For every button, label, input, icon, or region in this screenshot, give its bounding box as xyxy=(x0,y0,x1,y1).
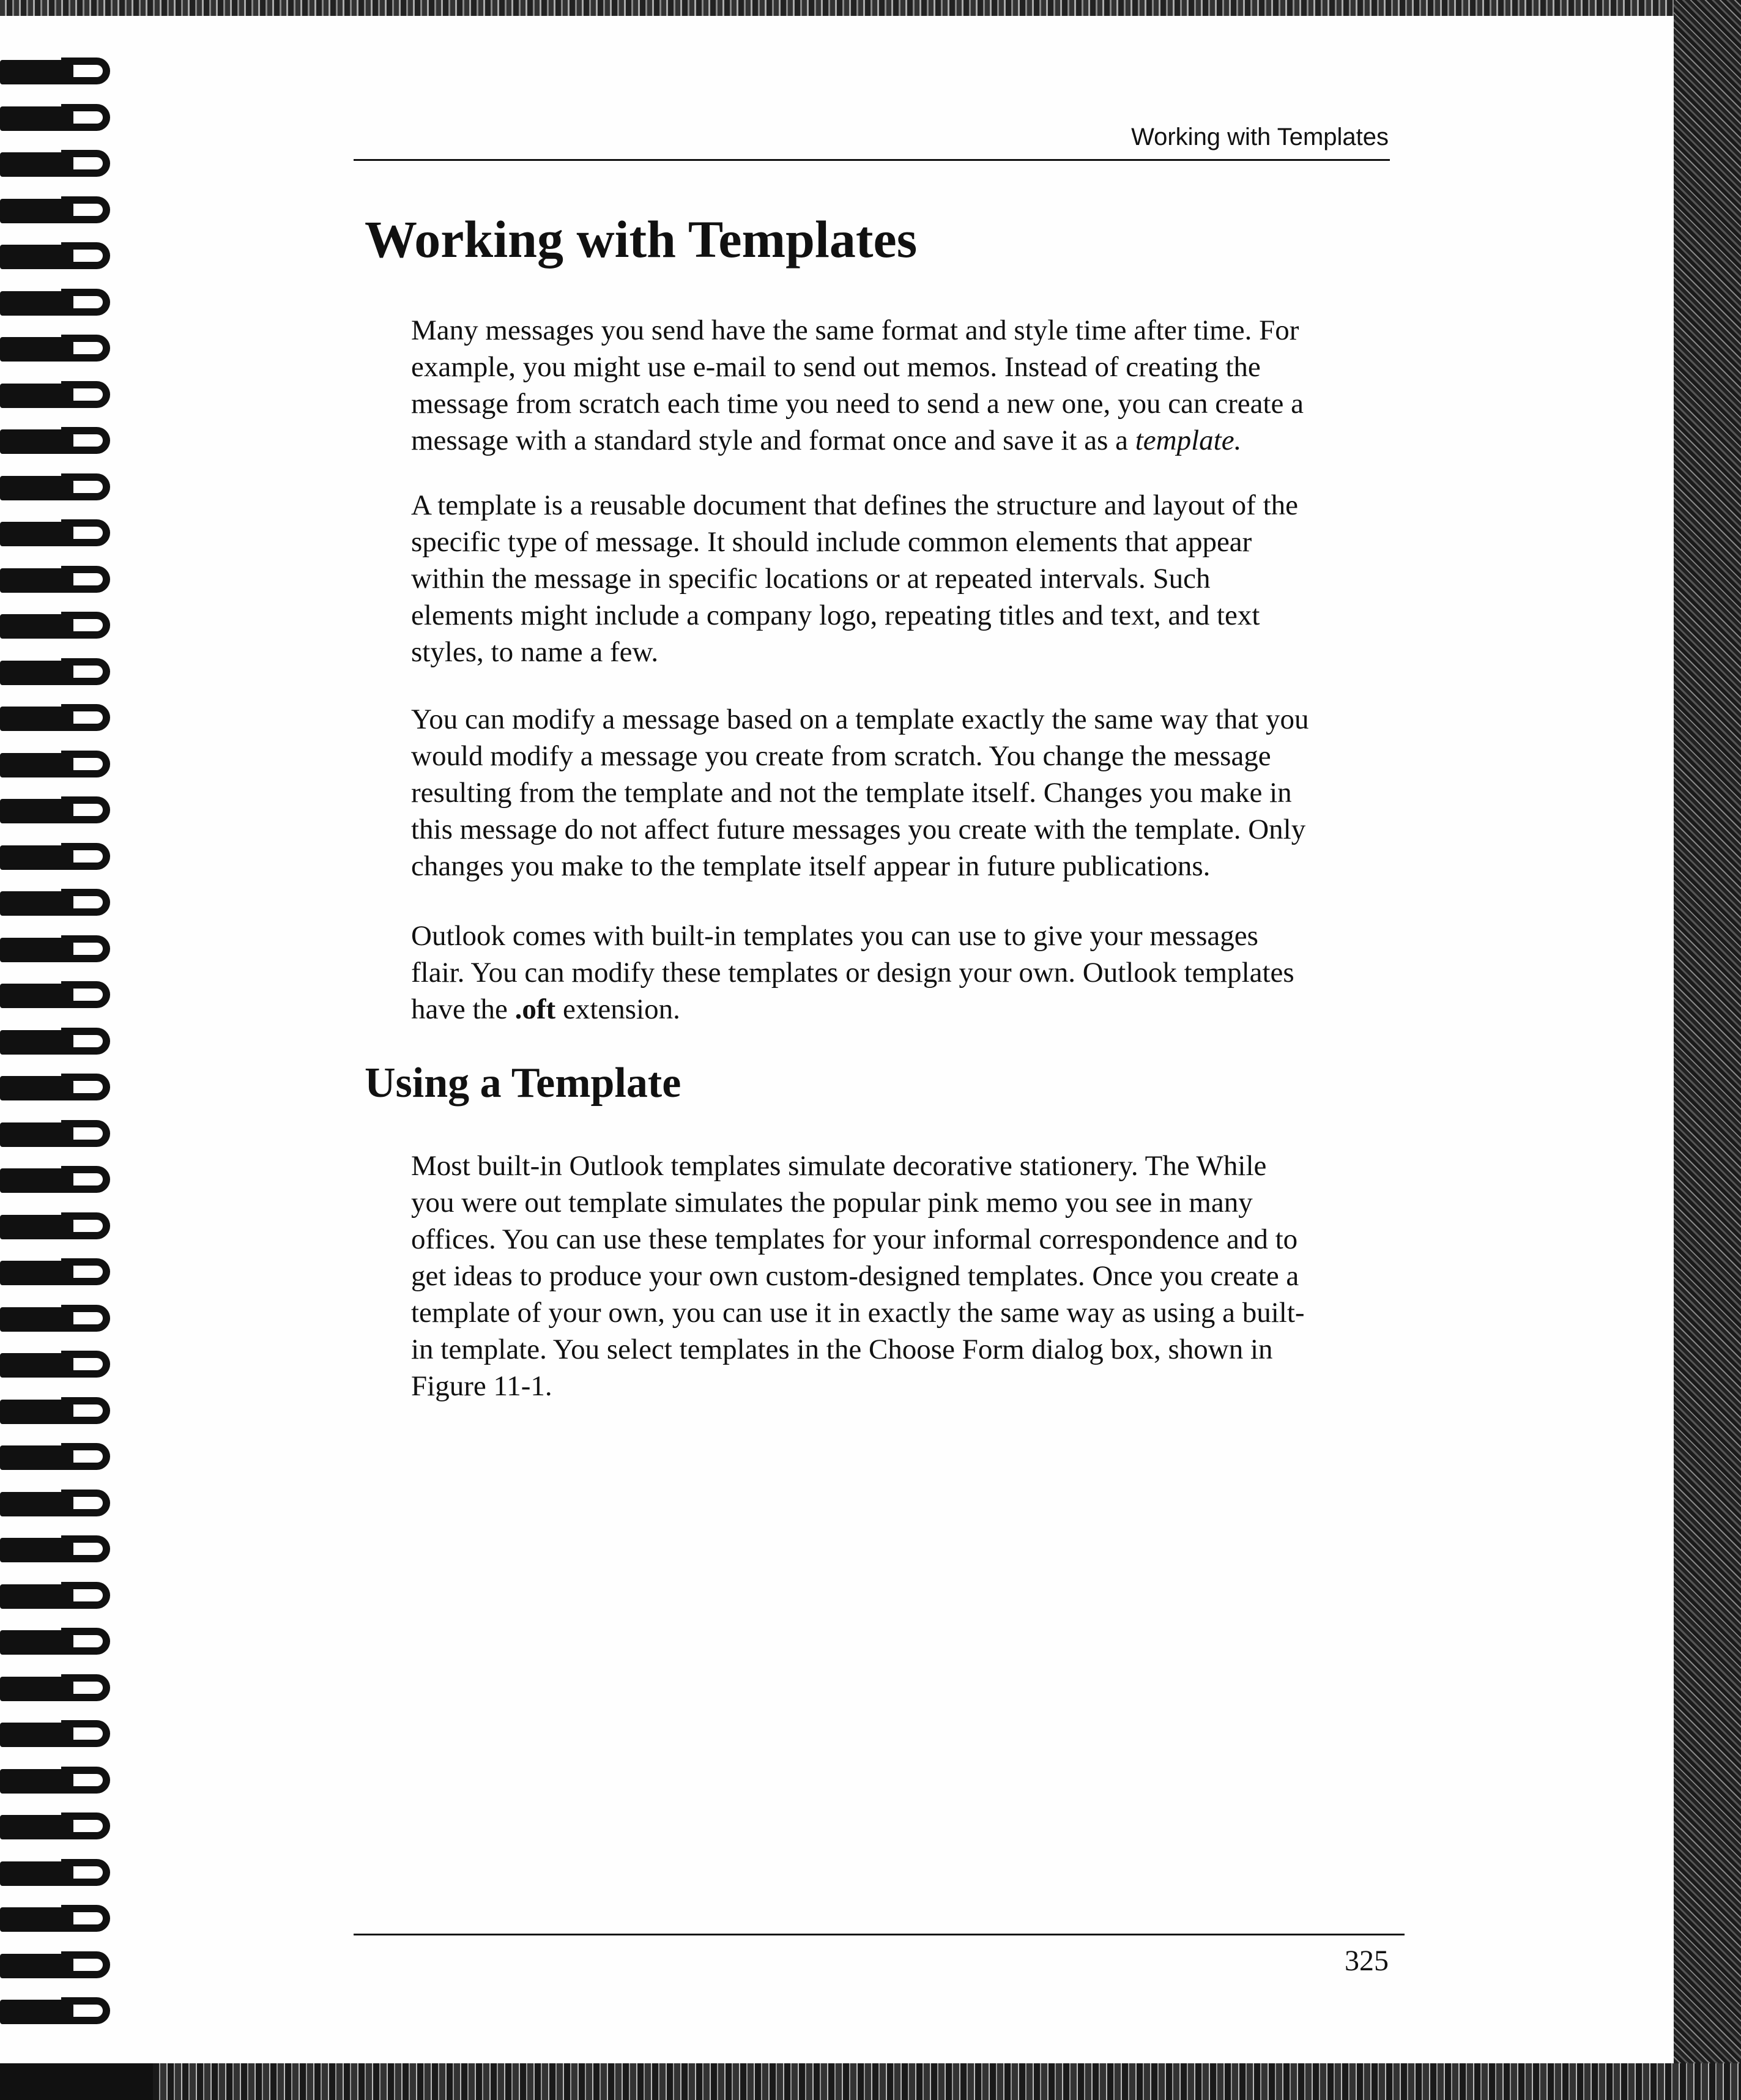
spiral-coil xyxy=(0,653,122,690)
paragraph-4 xyxy=(411,918,1396,1028)
paragraph-1 xyxy=(411,312,1396,459)
coil-hook xyxy=(61,289,110,316)
coil-hook xyxy=(61,1674,110,1701)
header-rule xyxy=(354,159,1390,161)
text-line: Figure 11-1. xyxy=(411,1370,552,1402)
spiral-coil xyxy=(0,469,122,505)
paragraph-3 xyxy=(411,701,1396,885)
spiral-coil xyxy=(0,1577,122,1614)
coil-hook xyxy=(61,150,110,177)
spiral-coil xyxy=(0,284,122,321)
spiral-coil xyxy=(0,1208,122,1244)
coil-hook xyxy=(61,427,110,454)
text-line xyxy=(411,422,1396,459)
running-header: Working with Templates xyxy=(1131,124,1389,150)
punch-hole xyxy=(73,1129,86,1138)
text-line: get ideas to produce your own custom-designed templates. Once you create a xyxy=(411,1260,1299,1292)
text-line: A template is a reusable document that defines the structure and layout of the xyxy=(411,489,1299,521)
punch-hole xyxy=(73,805,86,815)
spiral-coil xyxy=(0,561,122,598)
text-run: have the xyxy=(411,993,515,1025)
spiral-coil xyxy=(0,1023,122,1059)
spiral-coil xyxy=(0,607,122,644)
text-line: Outlook comes with built-in templates you can use to give your messages xyxy=(411,920,1258,952)
coil-hook xyxy=(61,1212,110,1239)
spiral-coil xyxy=(0,1485,122,1521)
punch-hole xyxy=(73,66,86,76)
coil-hook xyxy=(61,751,110,777)
spiral-coil xyxy=(0,1623,122,1660)
punch-hole xyxy=(73,1174,86,1184)
paragraph-5 xyxy=(411,1148,1396,1404)
text-line xyxy=(411,991,1396,1028)
punch-hole xyxy=(73,1406,86,1415)
spiral-coil xyxy=(0,1438,122,1475)
spiral-coil xyxy=(0,1715,122,1752)
coil-hook xyxy=(61,1351,110,1378)
spiral-coil xyxy=(0,1392,122,1429)
punch-hole xyxy=(73,436,86,445)
punch-hole xyxy=(73,1821,86,1831)
punch-hole xyxy=(73,852,86,861)
coil-hook xyxy=(61,1859,110,1886)
coil-hook xyxy=(61,1951,110,1978)
coil-hook xyxy=(61,1397,110,1424)
spiral-coil xyxy=(0,1115,122,1152)
punch-hole xyxy=(73,390,86,399)
text-line: would modify a message you create from scratch. You change the message xyxy=(411,740,1271,772)
punch-hole xyxy=(73,113,86,122)
coil-hook xyxy=(61,658,110,685)
text-line: specific type of message. It should include common elements that appear xyxy=(411,526,1252,558)
punch-hole xyxy=(73,1868,86,1877)
template-term: template. xyxy=(1135,425,1242,456)
text-line: this message do not affect future messages you create with the template. Only xyxy=(411,814,1306,845)
coil-hook xyxy=(61,381,110,408)
coil-hook xyxy=(61,1628,110,1655)
coil-hook xyxy=(61,704,110,731)
spiral-coil xyxy=(0,1992,122,2029)
punch-hole xyxy=(73,482,86,492)
coil-hook xyxy=(61,612,110,639)
spiral-coil xyxy=(0,330,122,366)
coil-hook xyxy=(61,1997,110,2024)
scanner-edge-right xyxy=(1674,0,1741,2100)
spiral-coil xyxy=(0,1669,122,1706)
punch-hole xyxy=(73,1082,86,1092)
punch-hole xyxy=(73,1267,86,1277)
spiral-coil xyxy=(0,1161,122,1198)
coil-hook xyxy=(61,935,110,962)
punch-hole xyxy=(73,990,86,1000)
punch-hole xyxy=(73,1775,86,1785)
coil-hook xyxy=(61,1074,110,1100)
coil-hook xyxy=(61,519,110,546)
spiral-coil xyxy=(0,145,122,182)
scanner-edge-bottom xyxy=(153,2063,1741,2100)
spiral-coil xyxy=(0,99,122,136)
text-line: resulting from the template and not the template itself. Changes you make in xyxy=(411,777,1292,809)
text-line: elements might include a company logo, repeating titles and text, and text xyxy=(411,599,1260,631)
punch-hole xyxy=(73,1359,86,1369)
coil-hook xyxy=(61,1905,110,1932)
file-extension: .oft xyxy=(514,993,556,1025)
punch-hole xyxy=(73,1590,86,1600)
coil-hook xyxy=(61,566,110,593)
punch-hole xyxy=(73,667,86,677)
text-line: template of your own, you can use it in exactly the same way as using a built- xyxy=(411,1297,1305,1329)
spiral-coil xyxy=(0,930,122,967)
punch-hole xyxy=(73,528,86,538)
punch-hole xyxy=(73,713,86,722)
coil-hook xyxy=(61,1166,110,1193)
punch-hole xyxy=(73,158,86,168)
coil-hook xyxy=(61,242,110,269)
coil-hook xyxy=(61,796,110,823)
punch-hole xyxy=(73,1544,86,1554)
spiral-coil xyxy=(0,792,122,828)
text-line: message from scratch each time you need to send a new one, you can create a xyxy=(411,388,1304,420)
coil-hook xyxy=(61,1720,110,1747)
spiral-coil xyxy=(0,1946,122,1983)
coil-hook xyxy=(61,1305,110,1332)
page-number: 325 xyxy=(1345,1945,1389,1977)
punch-hole xyxy=(73,1498,86,1508)
punch-hole xyxy=(73,205,86,215)
scanner-edge-bottom-left xyxy=(0,2063,159,2100)
coil-hook xyxy=(61,843,110,870)
text-line: offices. You can use these templates for your informal correspondence and to xyxy=(411,1223,1298,1255)
coil-hook xyxy=(61,981,110,1008)
text-run: extension. xyxy=(555,993,680,1025)
coil-hook xyxy=(61,1258,110,1285)
spiral-coil xyxy=(0,53,122,89)
punch-hole xyxy=(73,2006,86,2016)
punch-hole xyxy=(73,251,86,261)
punch-hole xyxy=(73,574,86,584)
paragraph-2 xyxy=(411,487,1396,670)
punch-hole xyxy=(73,620,86,630)
coil-hook xyxy=(61,1443,110,1470)
section-heading: Using a Template xyxy=(365,1059,681,1107)
coil-hook xyxy=(61,1490,110,1516)
punch-hole xyxy=(73,1313,86,1323)
page-title: Working with Templates xyxy=(365,210,918,269)
coil-hook xyxy=(61,1582,110,1609)
coil-hook xyxy=(61,104,110,131)
coil-hook xyxy=(61,1120,110,1147)
spiral-coil xyxy=(0,422,122,459)
spiral-coil xyxy=(0,838,122,875)
punch-hole xyxy=(73,1036,86,1046)
punch-hole xyxy=(73,1960,86,1970)
coil-hook xyxy=(61,1535,110,1562)
punch-hole xyxy=(73,944,86,954)
text-line: Most built-in Outlook templates simulate decorative stationery. The While xyxy=(411,1150,1267,1182)
text-line: You can modify a message based on a template exactly the same way that you xyxy=(411,703,1309,735)
footer-rule xyxy=(354,1934,1405,1935)
spiral-coil xyxy=(0,1069,122,1105)
spiral-coil xyxy=(0,1854,122,1891)
spiral-coil xyxy=(0,1300,122,1337)
coil-hook xyxy=(61,196,110,223)
punch-hole xyxy=(73,1683,86,1693)
text-line: example, you might use e-mail to send out memos. Instead of creating the xyxy=(411,351,1261,383)
text-line: in template. You select templates in the Choose Form dialog box, shown in xyxy=(411,1334,1273,1365)
text-line: within the message in specific locations or at repeated intervals. Such xyxy=(411,563,1211,595)
punch-hole xyxy=(73,343,86,353)
text-line: Many messages you send have the same format and style time after time. For xyxy=(411,314,1299,346)
spiral-coil xyxy=(0,376,122,413)
spiral-coil xyxy=(0,237,122,274)
spiral-coil xyxy=(0,746,122,782)
spiral-coil xyxy=(0,1346,122,1382)
punch-hole xyxy=(73,1452,86,1461)
coil-hook xyxy=(61,889,110,916)
punch-hole xyxy=(73,1636,86,1646)
spiral-coil xyxy=(0,514,122,551)
coil-hook xyxy=(61,1812,110,1839)
text-run: message with a standard style and format once and save it as a xyxy=(411,425,1135,456)
coil-hook xyxy=(61,335,110,362)
coil-hook xyxy=(61,1028,110,1055)
punch-hole xyxy=(73,1221,86,1231)
text-line: styles, to name a few. xyxy=(411,636,659,668)
text-line: flair. You can modify these templates or design your own. Outlook templates xyxy=(411,957,1294,989)
spiral-coil xyxy=(0,1762,122,1798)
spiral-coil xyxy=(0,1808,122,1844)
coil-hook xyxy=(61,1767,110,1794)
spiral-coil xyxy=(0,1530,122,1567)
spiral-coil xyxy=(0,1900,122,1937)
scanner-edge-top xyxy=(0,0,1741,16)
spiral-coil xyxy=(0,191,122,228)
punch-hole xyxy=(73,1913,86,1923)
punch-hole xyxy=(73,297,86,307)
book-page xyxy=(0,16,1674,2063)
coil-hook xyxy=(61,58,110,84)
spiral-coil xyxy=(0,1253,122,1290)
spiral-coil xyxy=(0,884,122,921)
spiral-coil xyxy=(0,976,122,1013)
text-line: changes you make to the template itself appear in future publications. xyxy=(411,850,1211,882)
spiral-binding xyxy=(0,53,128,2065)
spiral-coil xyxy=(0,699,122,736)
punch-hole xyxy=(73,897,86,907)
coil-hook xyxy=(61,473,110,500)
text-line: you were out template simulates the popular pink memo you see in many xyxy=(411,1187,1253,1219)
punch-hole xyxy=(73,1729,86,1738)
punch-hole xyxy=(73,759,86,769)
